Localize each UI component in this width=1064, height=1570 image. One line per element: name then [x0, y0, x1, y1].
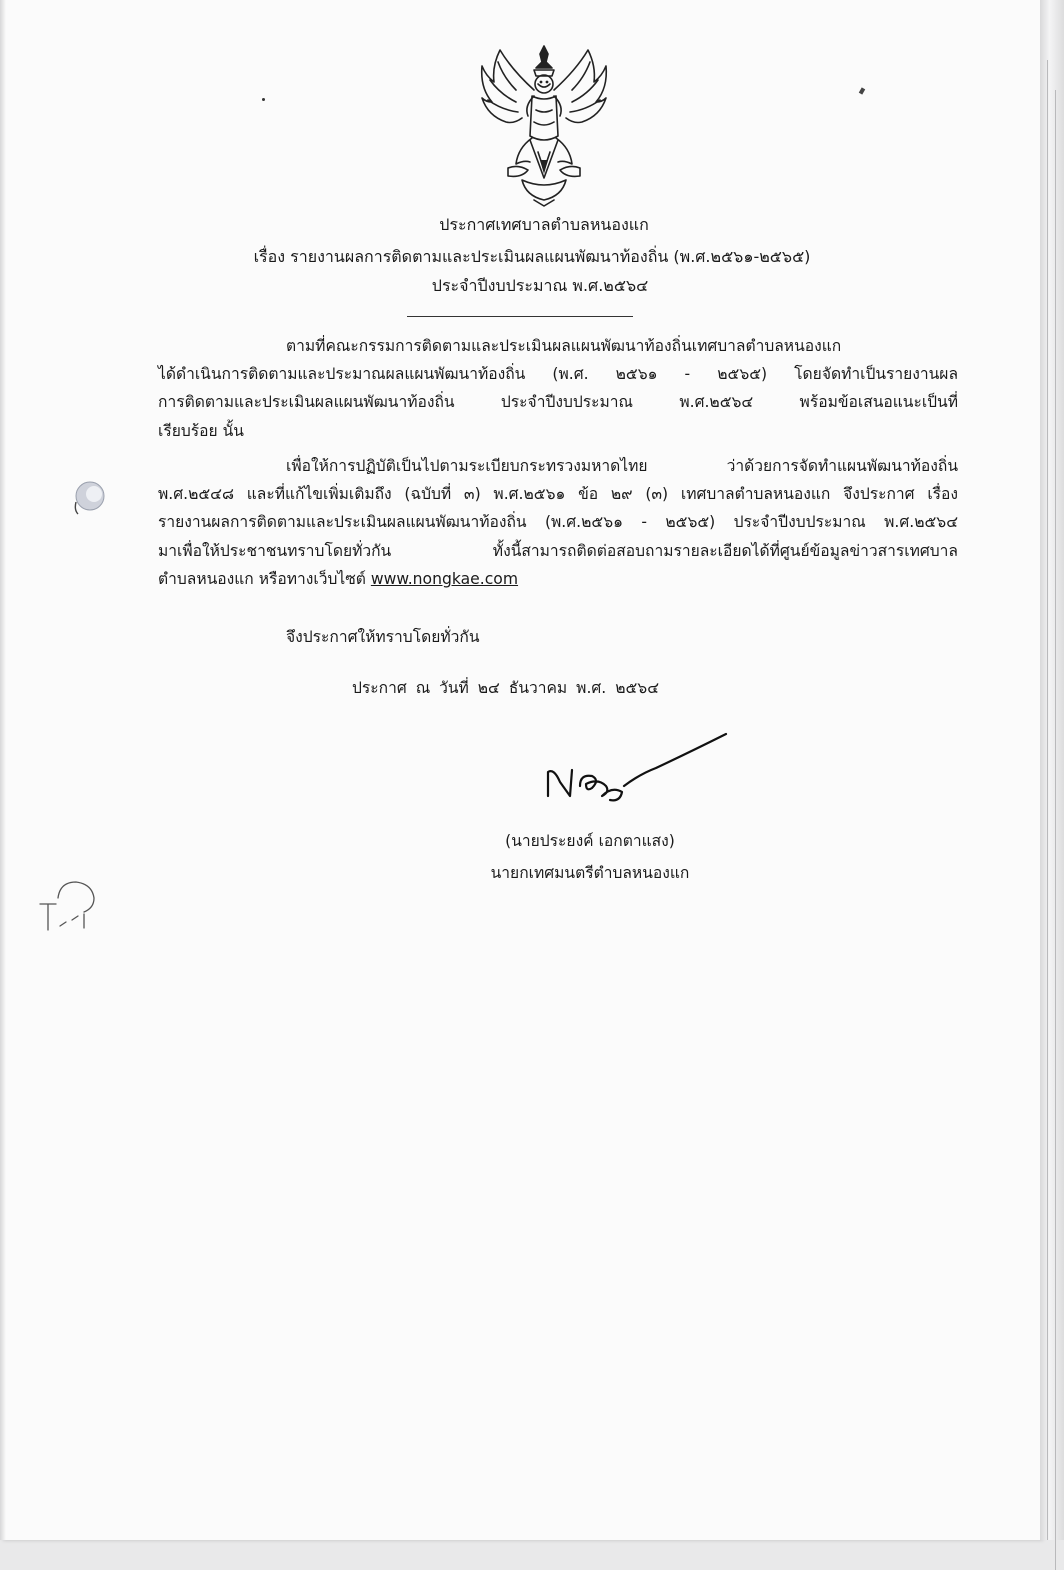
closing-statement: จึงประกาศให้ทราบโดยทั่วกัน	[286, 628, 480, 646]
paragraph-line: พ.ศ.๒๕๔๘ และที่แก้ไขเพิ่มเติมถึง (ฉบับที่ ๓) พ.ศ.๒๕๖๑ ข้อ ๒๙ (๓) เทศบาลตำบลหนองแก จึงประกาศ เรื่อง	[158, 485, 958, 504]
scan-speck	[262, 98, 265, 101]
garuda-emblem-icon	[478, 40, 610, 208]
paragraph-line: ได้ดำเนินการติดตามและประมาณผลแผนพัฒนาท้องถิ่น (พ.ศ. ๒๕๖๑ - ๒๕๖๕) โดยจัดทำเป็นรายงานผล	[158, 365, 958, 384]
handwritten-signature	[540, 730, 730, 810]
fiscal-year: ประจำปีงบประมาณ พ.ศ.๒๕๖๔	[431, 276, 649, 295]
paragraph-line-text: ตำบลหนองแก หรือทางเว็บไซต์	[158, 569, 371, 588]
paragraph-2	[158, 452, 958, 593]
paragraph-last-line	[158, 565, 958, 593]
pen-mark	[36, 876, 102, 936]
announcement-title: ประกาศเทศบาลตำบลหนองแก	[439, 215, 649, 234]
paragraph-line: มาเพื่อให้ประชาชนทราบโดยทั่วกัน ทั้งนี้สามารถติดต่อสอบถามรายละเอียดได้ที่ศูนย์ข้อมูลข่าวสารเทศบาล	[158, 541, 958, 560]
website-link[interactable]: www.nongkae.com	[370, 569, 519, 588]
paragraph-1	[158, 332, 958, 445]
sheet-edge-line	[1047, 60, 1048, 1540]
page-shadow-edge	[0, 0, 6, 1540]
announcement-subject: เรื่อง รายงานผลการติดตามและประเมินผลแผนพัฒนาท้องถิ่น (พ.ศ.๒๕๖๑-๒๕๖๕)	[253, 247, 811, 266]
paragraph-line: รายงานผลการติดตามและประเมินผลแผนพัฒนาท้องถิ่น (พ.ศ.๒๕๖๑ - ๒๕๖๕) ประจำปีงบประมาณ พ.ศ.๒๕๖๔	[158, 513, 958, 532]
signer-position: นายกเทศมนตรีตำบลหนองแก	[490, 864, 690, 882]
scan-speck	[859, 87, 865, 94]
sheet-edge-line	[1055, 90, 1056, 1570]
punch-hole-mark	[70, 478, 110, 518]
signer-name: (นายประยงค์ เอกตาแสง)	[505, 832, 675, 850]
paragraph-line: เรียบร้อย นั้น	[158, 421, 244, 440]
paragraph-line: ตามที่คณะกรรมการติดตามและประเมินผลแผนพัฒนาท้องถิ่นเทศบาลตำบลหนองแก	[286, 337, 842, 355]
paragraph-line: เพื่อให้การปฏิบัติเป็นไปตามระเบียบกระทรวงมหาดไทย ว่าด้วยการจัดทำแผนพัฒนาท้องถิ่น	[286, 457, 958, 475]
title-divider	[407, 316, 633, 317]
announcement-date: ประกาศ ณ วันที่ ๒๔ ธันวาคม พ.ศ. ๒๕๖๔	[352, 679, 660, 697]
underlying-sheet-edge	[1040, 0, 1064, 1540]
paragraph-line: การติดตามและประเมินผลแผนพัฒนาท้องถิ่น ประจำปีงบประมาณ พ.ศ.๒๕๖๔ พร้อมข้อเสนอแนะเป็นที่	[158, 393, 958, 412]
